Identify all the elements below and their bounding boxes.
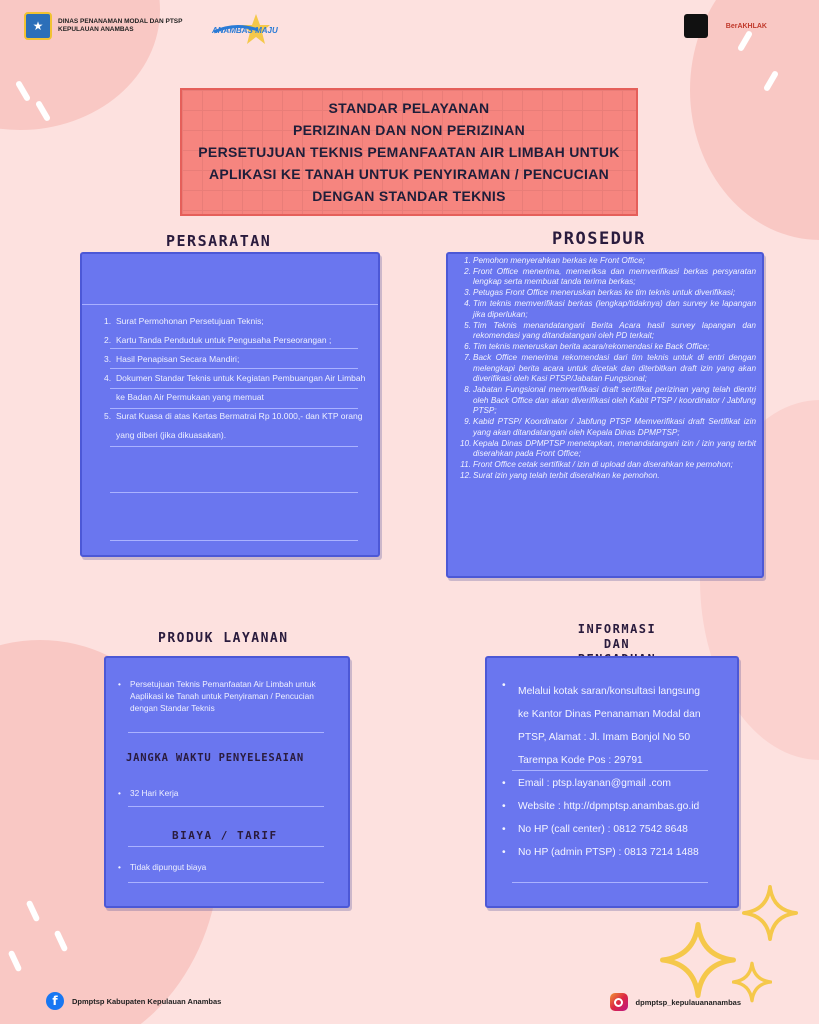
org-name-line1: DINAS PENANAMAN MODAL DAN PTSP xyxy=(58,18,183,25)
facebook-icon: f xyxy=(46,992,64,1010)
phone-admin: No HP (admin PTSP) : 0813 7214 1488 xyxy=(518,847,699,858)
list-item: 2. Kartu Tanda Penduduk untuk Pengusaha Perseorangan ; xyxy=(104,335,332,345)
org-header xyxy=(24,12,182,40)
list-item: 1. Surat Permohonan Persetujuan Teknis; xyxy=(104,316,264,326)
list-item: 2. Front Office menerima, memeriksa dan memverifikasi berkas persyaratan lengkap serta membuat tanda terima berkas; xyxy=(464,266,756,287)
persyaratan-list xyxy=(104,312,374,445)
list-item: 7. Back Office menerima rekomendasi dari tim teknis untuk di entri dengan melengkapi berita acara untuk dicetak dan diterbitkan draft izin yang akan diverifikasi oleh Kasi PTSP/Jabatan Fungsional; xyxy=(464,353,756,384)
ministry-logo-icon xyxy=(684,14,708,38)
list-item: • Email : ptsp.layanan@gmail .com xyxy=(502,772,732,795)
berakhlak-logo: BerAKHLAK xyxy=(725,22,767,30)
biaya-heading: BIAYA / TARIF xyxy=(172,829,278,842)
list-item: 3. Hasil Penapisan Secara Mandiri; xyxy=(104,354,240,364)
list-item: 3. Petugas Front Office meneruskan berkas ke tim teknis untuk diverifikasi; xyxy=(464,288,736,298)
writing-line xyxy=(512,882,708,883)
list-item: 6. Tim teknis meneruskan berita acara/rekomendasi ke Back Office; xyxy=(464,342,710,352)
produk-heading: PRODUK LAYANAN xyxy=(158,631,289,646)
email-text: Email : ptsp.layanan@gmail .com xyxy=(518,778,671,789)
title-line: STANDAR PELAYANAN xyxy=(328,100,490,116)
writing-line xyxy=(110,540,358,541)
list-item: • No HP (call center) : 0812 7542 8648 xyxy=(502,818,732,841)
writing-line xyxy=(110,492,358,493)
instagram-icon xyxy=(610,993,628,1011)
address-line: Melalui kotak saran/konsultasi langsung xyxy=(518,686,701,697)
phone-call-center: No HP (call center) : 0812 7542 8648 xyxy=(518,824,688,835)
instagram-link[interactable] xyxy=(610,993,741,1011)
writing-line xyxy=(128,732,324,733)
waktu-heading: JANGKA WAKTU PENYELESAIAN xyxy=(126,752,305,764)
instagram-handle: dpmptsp_kepulauananambas xyxy=(635,997,741,1007)
list-item: • Melalui kotak saran/konsultasi langsung ke Kantor Dinas Penanaman Modal dan PTSP, Alamat : Jl. Imam Bonjol No 50 Tarempa Kode Pos : 29791 xyxy=(502,680,732,772)
anambas-maju-logo-text: ANAMBAS MAJU xyxy=(212,26,278,35)
prosedur-heading: PROSEDUR xyxy=(552,229,646,249)
informasi-heading-line1: INFORMASI DAN xyxy=(577,622,657,651)
facebook-handle: Dpmptsp Kabupaten Kepulauan Anambas xyxy=(72,996,222,1006)
prosedur-list xyxy=(460,256,756,482)
list-item: • Persetujuan Teknis Pemanfaatan Air Limbah untuk Aaplikasi ke Tanah untuk Penyiraman / Pencucian dengan Standar Teknis xyxy=(118,678,330,714)
writing-line xyxy=(128,882,324,883)
title-line: PERSETUJUAN TEKNIS PEMANFAATAN AIR LIMBAH UNTUK xyxy=(198,144,620,160)
sparkle-icon xyxy=(660,918,736,1002)
card-divider xyxy=(82,304,378,305)
list-item: • Website : http://dpmptsp.anambas.go.id xyxy=(502,795,732,818)
list-item: 11. Front Office cetak sertifikat / izin di upload dan diserahkan ke pemohon; xyxy=(460,460,733,470)
berakhlak-logos xyxy=(684,14,767,38)
sparkle-icon xyxy=(742,882,798,944)
org-name-line2: KEPULAUAN ANAMBAS xyxy=(58,26,134,33)
list-item: 8. Jabatan Fungsional memverifikasi draft sertifikat perizinan yang telah dientri oleh Back Office dan akan diverifikasi oleh Kabit PTSP / koordinator / Jabfung PTSP; xyxy=(464,385,756,416)
writing-line xyxy=(128,846,324,847)
list-item: • No HP (admin PTSP) : 0813 7214 1488 xyxy=(502,841,732,864)
list-item: 1. Pemohon menyerahkan berkas ke Front Office; xyxy=(464,256,646,265)
regency-emblem-icon: ★ xyxy=(24,12,52,40)
waktu-list xyxy=(118,788,330,798)
biaya-list xyxy=(118,862,330,872)
address-line: ke Kantor Dinas Penanaman Modal dan xyxy=(518,709,701,720)
writing-line xyxy=(110,446,358,447)
list-item: • Tidak dipungut biaya xyxy=(118,862,330,872)
title-box xyxy=(180,88,638,216)
address-line: Tarempa Kode Pos : 29791 xyxy=(518,755,643,766)
list-item: 4. Tim teknis memverifikasi berkas (lengkap/tidaknya) dan survey ke lapangan jika diperlukan; xyxy=(464,299,756,319)
persyaratan-heading: PERSARATAN xyxy=(166,232,272,250)
org-name xyxy=(58,18,182,34)
writing-line xyxy=(128,806,324,807)
list-item: 9. Kabid PTSP/ Koordinator / Jabfung PTSP Memverifikasi draft Sertifikat izin yang akan ditandatangani oleh Kepala Dinas DPMPTSP; xyxy=(464,417,756,437)
informasi-content xyxy=(502,680,732,864)
produk-list xyxy=(118,678,330,714)
title-line: DENGAN STANDAR TEKNIS xyxy=(312,188,506,204)
title-line: APLIKASI KE TANAH UNTUK PENYIRAMAN / PENCUCIAN xyxy=(208,166,610,182)
website-text: Website : http://dpmptsp.anambas.go.id xyxy=(518,801,700,812)
writing-line xyxy=(512,770,708,771)
facebook-link[interactable] xyxy=(46,992,221,1010)
list-item: 5. Tim Teknis menandatangani Berita Acara hasil survey lapangan dan rekomendasi yang ditandatangani oleh PD terkait; xyxy=(464,320,756,341)
list-item: 12. Surat izin yang telah terbit diserahkan ke pemohon. xyxy=(460,471,660,481)
list-item: 4. Dokumen Standar Teknis untuk Kegiatan Pembuangan Air Limbah ke Badan Air Permukaan yang memuat xyxy=(104,373,366,402)
address-line: PTSP, Alamat : Jl. Imam Bonjol No 50 xyxy=(518,732,691,743)
title-line: PERIZINAN DAN NON PERIZINAN xyxy=(292,122,526,138)
list-item: • 32 Hari Kerja xyxy=(118,788,330,798)
list-item: 10. Kepala Dinas DPMPTSP menetapkan, menandatangani izin / izin yang terbit diserahkan pada Front Office; xyxy=(460,438,756,459)
list-item: 5. Surat Kuasa di atas Kertas Bermatrai Rp 10.000,- dan KTP orang yang diberi (jika dikuasakan). xyxy=(104,411,363,440)
